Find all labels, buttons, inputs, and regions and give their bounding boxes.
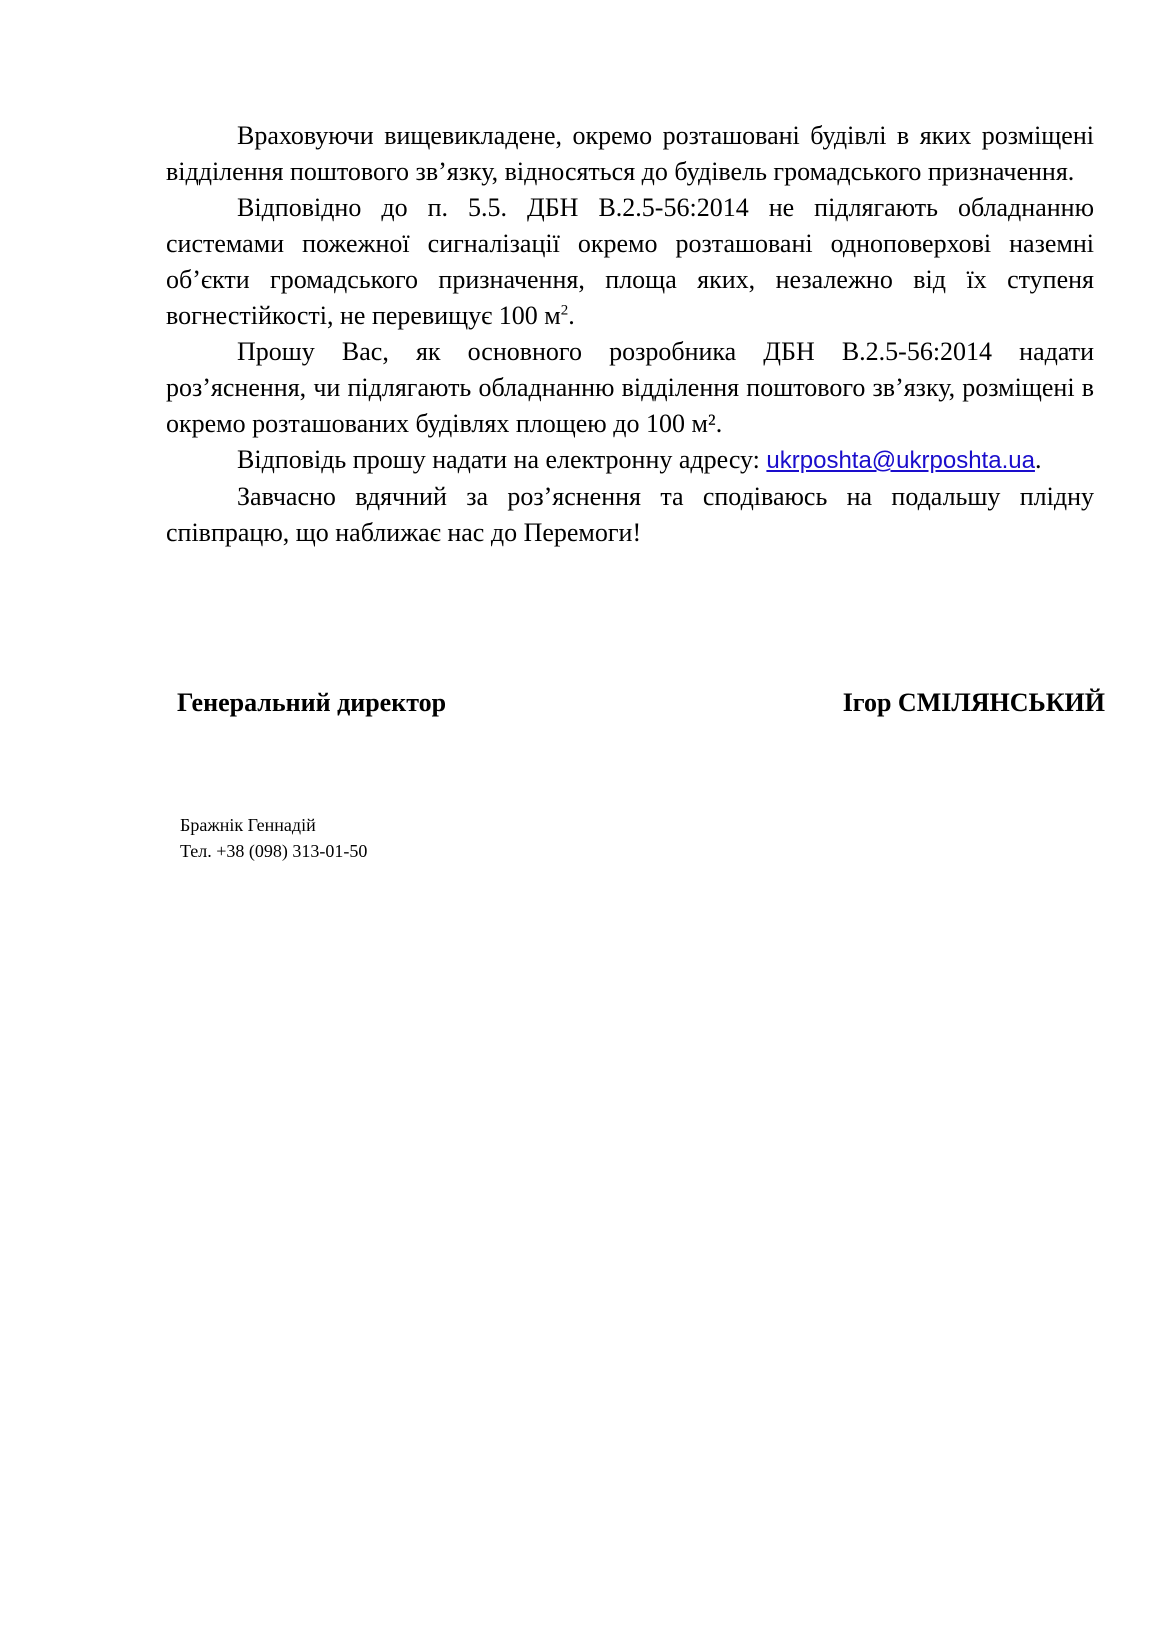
letter-body bbox=[166, 118, 1094, 551]
paragraph-norm-reference bbox=[166, 190, 1094, 334]
paragraph-reply-address bbox=[166, 442, 1094, 479]
paragraph-reply-address-period: . bbox=[1034, 445, 1042, 474]
executor-phone: Тел. +38 (098) 313-01-50 bbox=[180, 841, 368, 861]
signatory-position: Генеральний директор bbox=[177, 688, 447, 717]
email-link[interactable]: ukrposhta@ukrposhta.ua bbox=[766, 447, 1035, 474]
paragraph-norm-reference-period: . bbox=[568, 301, 575, 330]
paragraph-conclusion: Враховуючи вищевикладене, окремо розташовані будівлі в яких розміщені відділення поштового зв’язку, відносяться до будівель громадського призначення. bbox=[166, 121, 1094, 186]
signatory-name: Ігор СМІЛЯНСЬКИЙ bbox=[842, 688, 1105, 717]
paragraph-gratitude: Завчасно вдячний за роз’яснення та сподіваюсь на подальшу плідну співпрацю, що наближає нас до Перемоги! bbox=[166, 482, 1094, 547]
paragraph-norm-reference-text: Відповідно до п. 5.5. ДБН В.2.5-56:2014 не підлягають обладнанню системами пожежної сигналізації окремо розташовані одноповерхові наземні об’єкти громадського призначення, площа яких, незалежно від їх ступеня вогнестійкості, не перевищує 100 м bbox=[166, 193, 1094, 330]
executor-contact bbox=[180, 812, 367, 864]
paragraph-reply-address-text: Відповідь прошу надати на електронну адресу: bbox=[237, 445, 767, 474]
executor-name: Бражнік Геннадій bbox=[180, 815, 316, 835]
paragraph-request: Прошу Вас, як основного розробника ДБН В.2.5-56:2014 надати роз’яснення, чи підлягають обладнанню відділення поштового зв’язку, розміщені в окремо розташованих будівлях площею до 100 м². bbox=[166, 337, 1094, 438]
area-unit-superscript: 2 bbox=[560, 302, 569, 319]
